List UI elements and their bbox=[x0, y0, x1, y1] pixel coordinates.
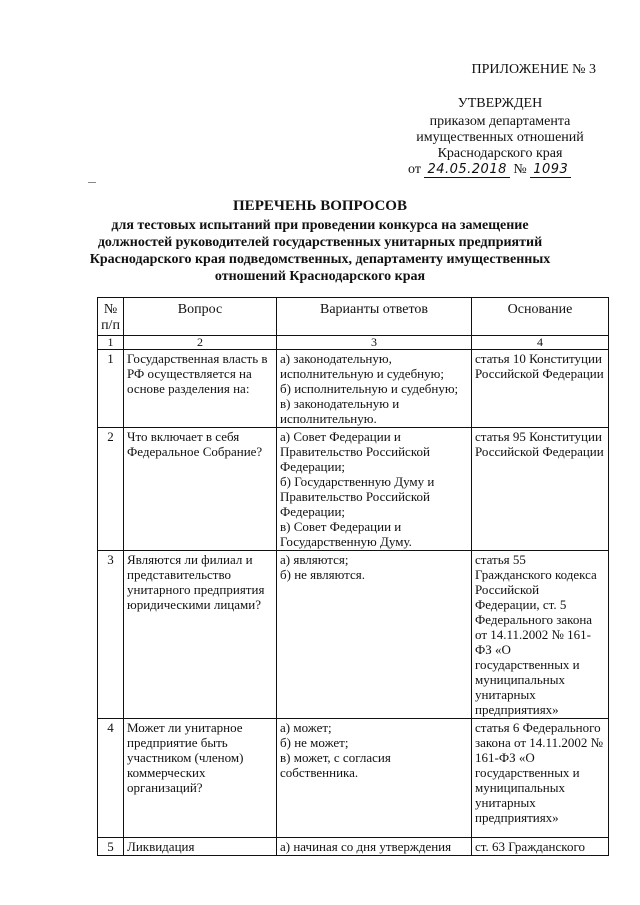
document-subtitle: для тестовых испытаний при проведении конкурса на замещение должностей руководителей государственных унитарных предприятий Краснодарского края подведомственных, департаменту имущественных отношений Краснодарского края bbox=[89, 218, 551, 284]
row-basis: статья 6 Федерального закона от 14.11.2002 № 161-ФЗ «О государственных и муниципальных унитарных предприятиях» bbox=[472, 719, 609, 838]
row-answers: а) являются; б) не являются. bbox=[277, 551, 472, 719]
column-number: 1 bbox=[98, 336, 124, 350]
approval-line-1: приказом департамента bbox=[429, 114, 571, 129]
row-question: Ликвидация bbox=[124, 838, 277, 856]
header-basis: Основание bbox=[472, 298, 609, 336]
row-basis: статья 95 Конституции Российской Федерации bbox=[472, 428, 609, 551]
row-question: Являются ли филиал и представительство унитарного предприятия юридическими лицами? bbox=[124, 551, 277, 719]
margin-mark bbox=[88, 182, 96, 183]
header-number: № п/п bbox=[98, 298, 124, 336]
row-question: Что включает в себя Федеральное Собрание? bbox=[124, 428, 277, 551]
questions-table bbox=[97, 297, 609, 856]
row-answers: а) начиная со дня утверждения bbox=[277, 838, 472, 856]
table-row bbox=[98, 719, 609, 838]
row-number: 5 bbox=[98, 838, 124, 856]
row-number: 1 bbox=[98, 350, 124, 428]
row-basis: статья 55 Гражданского кодекса Российской Федерации, ст. 5 Федерального закона от 14.11.2002 № 161-ФЗ «О государственных и муниципальных унитарных предприятиях» bbox=[472, 551, 609, 719]
row-number: 2 bbox=[98, 428, 124, 551]
approval-line-2: имущественных отношений bbox=[416, 130, 584, 145]
row-answers: а) Совет Федерации и Правительство Российской Федерации; б) Государственную Думу и Правительство Российской Федерации; в) Совет Федерации и Государственную Думу. bbox=[277, 428, 472, 551]
column-number: 2 bbox=[124, 336, 277, 350]
handwritten-number: 1093 bbox=[530, 162, 571, 178]
approval-date-line bbox=[390, 162, 610, 178]
column-number: 3 bbox=[277, 336, 472, 350]
table-row bbox=[98, 428, 609, 551]
row-question: Государственная власть в РФ осуществляется на основе разделения на: bbox=[124, 350, 277, 428]
approved-label: УТВЕРЖДЕН bbox=[457, 96, 543, 111]
table-row bbox=[98, 551, 609, 719]
header-question: Вопрос bbox=[124, 298, 277, 336]
table-row bbox=[98, 350, 609, 428]
row-question: Может ли унитарное предприятие быть участником (членом) коммерческих организаций? bbox=[124, 719, 277, 838]
row-answers: а) может; б) не может; в) может, с согласия собственника. bbox=[277, 719, 472, 838]
document-heading bbox=[80, 198, 560, 285]
document-title: ПЕРЕЧЕНЬ ВОПРОСОВ bbox=[233, 198, 407, 214]
table-header-row bbox=[98, 298, 609, 336]
number-prefix: № bbox=[513, 162, 527, 177]
table-row bbox=[98, 838, 609, 856]
appendix-label: ПРИЛОЖЕНИЕ № 3 bbox=[471, 62, 596, 77]
date-prefix: от bbox=[408, 162, 421, 177]
header-answers: Варианты ответов bbox=[277, 298, 472, 336]
column-number-row bbox=[98, 336, 609, 350]
column-number: 4 bbox=[472, 336, 609, 350]
row-number: 3 bbox=[98, 551, 124, 719]
row-basis: ст. 63 Гражданского bbox=[472, 838, 609, 856]
approval-block bbox=[390, 62, 610, 178]
row-answers: а) законодательную, исполнительную и судебную; б) исполнительную и судебную; в) законодательную и исполнительную. bbox=[277, 350, 472, 428]
row-basis: статья 10 Конституции Российской Федерации bbox=[472, 350, 609, 428]
row-number: 4 bbox=[98, 719, 124, 838]
handwritten-date: 24.05.2018 bbox=[424, 162, 509, 178]
approval-line-3: Краснодарского края bbox=[437, 146, 563, 161]
